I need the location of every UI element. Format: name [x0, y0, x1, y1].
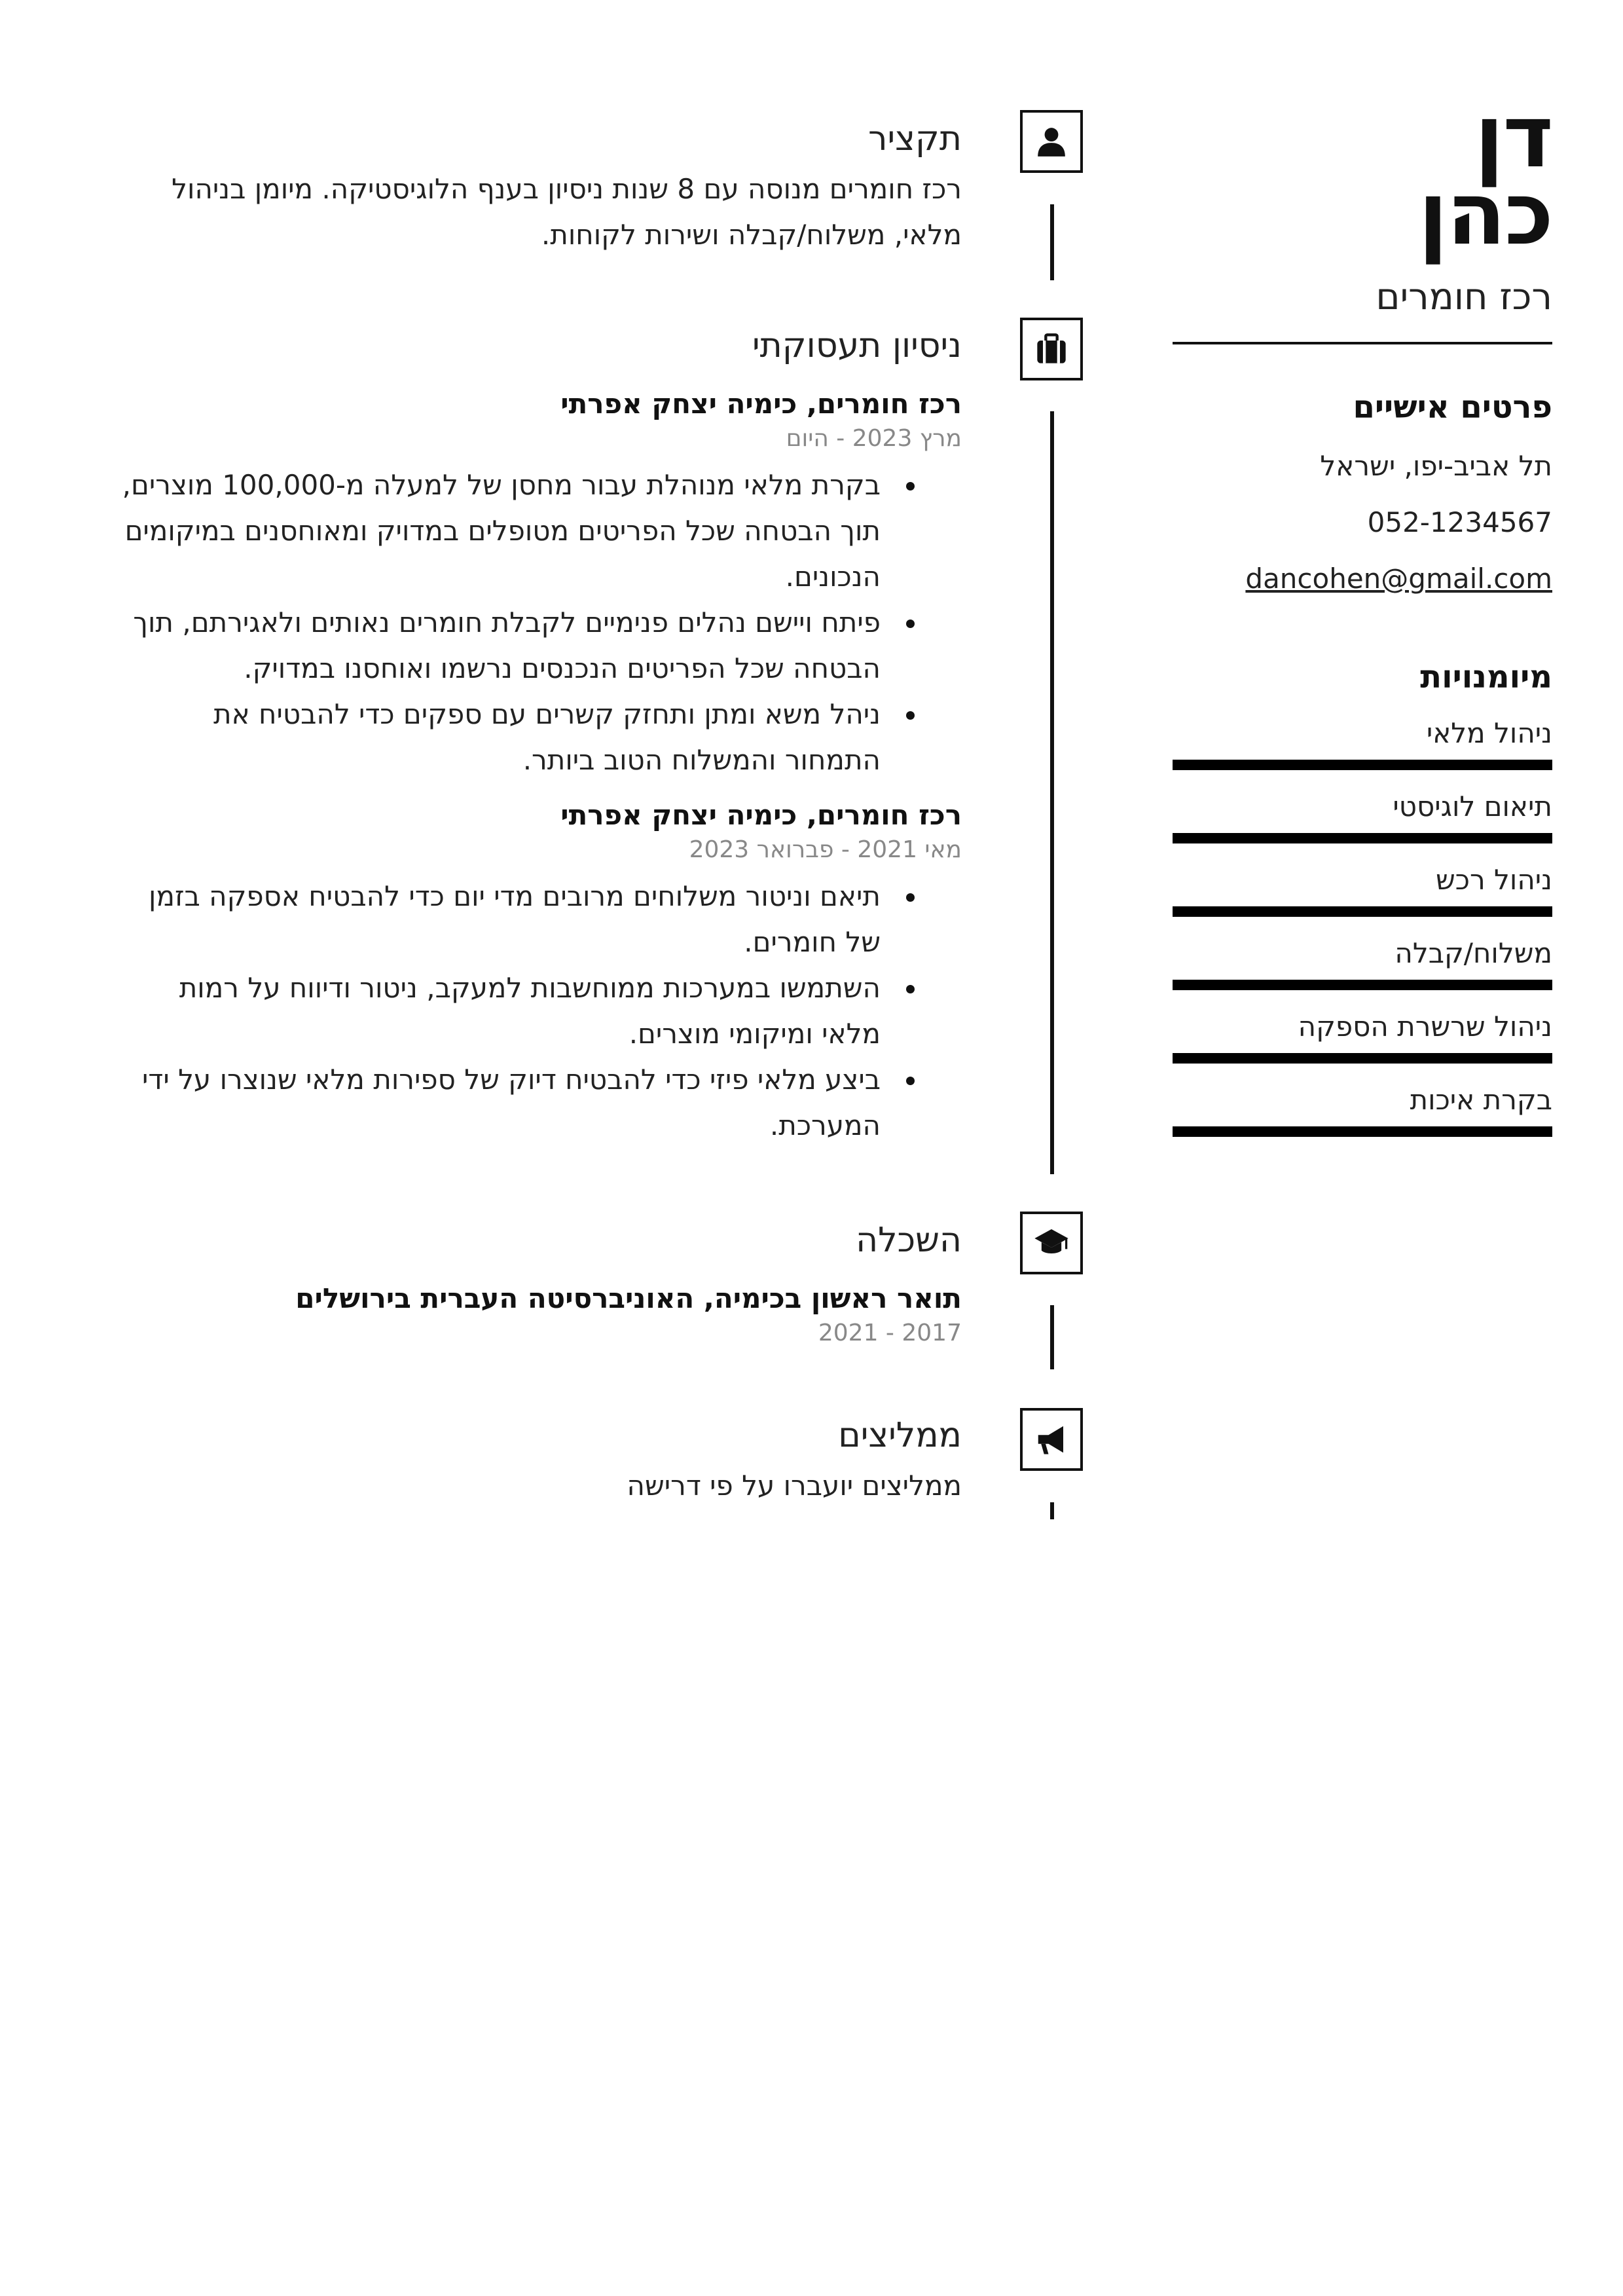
list-item: תיאם וניטור משלוחים מרובים מדי יום כדי להבטיח אספקה בזמן של חומרים.	[120, 874, 881, 965]
education-section	[120, 1219, 962, 1348]
megaphone-icon	[1034, 1422, 1069, 1457]
graduation-cap-icon	[1033, 1225, 1070, 1261]
location: תל אביב-יפו, ישראל	[1320, 450, 1552, 482]
skill-label: ניהול רכש	[1436, 864, 1552, 896]
timeline-line	[1050, 204, 1054, 280]
email-link[interactable]: dancohen@gmail.com	[1245, 563, 1552, 595]
timeline-line	[1050, 1502, 1054, 1519]
personal-details-heading: פרטים אישיים	[1353, 389, 1552, 426]
full-name	[1173, 86, 1552, 265]
skill-label: ניהול שרשרת הספקה	[1298, 1010, 1552, 1043]
experience-icon-box	[1020, 318, 1083, 380]
education-heading: השכלה	[856, 1221, 962, 1260]
skill-level-bar	[1173, 980, 1552, 990]
skill-item	[1173, 1083, 1552, 1137]
job-entry	[120, 798, 962, 1149]
first-name: דן	[1474, 86, 1552, 187]
job-dates: מרץ 2023 - היום	[786, 425, 962, 452]
job-title: רכז חומרים	[1376, 276, 1552, 318]
list-item: ביצע מלאי פיזי כדי להבטיח דיוק של ספירות מלאי שנוצרו על ידי המערכת.	[120, 1057, 881, 1149]
summary-icon-box	[1020, 110, 1083, 173]
experience-section	[120, 325, 962, 1149]
phone: 052-1234567	[1367, 506, 1552, 538]
skill-label: בקרת איכות	[1410, 1084, 1552, 1116]
job-title: רכז חומרים, כימיה יצחק אפרתי	[560, 388, 962, 420]
skill-level-bar	[1173, 760, 1552, 770]
skill-level-bar	[1173, 833, 1552, 843]
references-heading: ממליצים	[838, 1416, 962, 1455]
job-title: רכז חומרים, כימיה יצחק אפרתי	[560, 799, 962, 831]
experience-heading: ניסיון תעסוקתי	[752, 326, 962, 365]
skill-label: משלוח/קבלה	[1395, 937, 1552, 969]
skill-label: ניהול מלאי	[1426, 717, 1552, 749]
sidebar-divider	[1173, 342, 1552, 344]
last-name: כהן	[1418, 164, 1552, 265]
education-dates: 2017 - 2021	[818, 1320, 962, 1346]
skill-item	[1173, 716, 1552, 770]
list-item: ניהל משא ומתן ותחזק קשרים עם ספקים כדי להבטיח את התמחור והמשלוח הטוב ביותר.	[120, 692, 881, 783]
education-icon-box	[1020, 1212, 1083, 1274]
job-bullets	[120, 874, 962, 1149]
skill-item	[1173, 863, 1552, 917]
job-entry	[120, 386, 962, 783]
user-icon	[1035, 125, 1068, 158]
skill-level-bar	[1173, 1126, 1552, 1137]
skills-heading: מיומנויות	[1420, 659, 1552, 695]
summary-text: רכז חומרים מנוסה עם 8 שנות ניסיון בענף הלוגיסטיקה. מיומן בניהול מלאי, משלוח/קבלה ושירות לקוחות.	[172, 173, 962, 251]
skill-item	[1173, 790, 1552, 843]
briefcase-icon	[1034, 332, 1068, 366]
skill-level-bar	[1173, 1053, 1552, 1064]
references-icon-box	[1020, 1408, 1083, 1471]
skill-item	[1173, 936, 1552, 990]
skills-list	[1173, 716, 1552, 1137]
sidebar	[1173, 86, 1552, 1137]
skill-label: תיאום לוגיסטי	[1393, 790, 1552, 823]
job-bullets	[120, 462, 962, 783]
degree: תואר ראשון בכימיה, האוניברסיטה העברית בירושלים	[295, 1282, 962, 1314]
job-dates: מאי 2021 - פברואר 2023	[689, 836, 962, 863]
list-item: השתמשו במערכות ממוחשבות למעקב, ניטור ודיווח על רמות מלאי ומיקומי מוצרים.	[120, 965, 881, 1057]
skill-level-bar	[1173, 906, 1552, 917]
timeline-line	[1050, 1305, 1054, 1369]
list-item: בקרת מלאי מנוהלת עבור מחסן של למעלה מ-100,000 מוצרים, תוך הבטחה שכל הפריטים מטופלים במדויק ומאוחסנים במיקומים הנכונים.	[120, 462, 881, 600]
references-text: ממליצים יועברו על פי דרישה	[627, 1470, 962, 1502]
summary-section	[120, 118, 962, 258]
references-section	[120, 1415, 962, 1509]
timeline-line	[1050, 411, 1054, 1174]
summary-heading: תקציר	[868, 119, 962, 158]
list-item: פיתח ויישם נהלים פנימיים לקבלת חומרים נאותים ולאגירתם, תוך הבטחה שכל הפריטים הנכנסים נרשמו ואוחסנו במדויק.	[120, 600, 881, 692]
skill-item	[1173, 1010, 1552, 1064]
